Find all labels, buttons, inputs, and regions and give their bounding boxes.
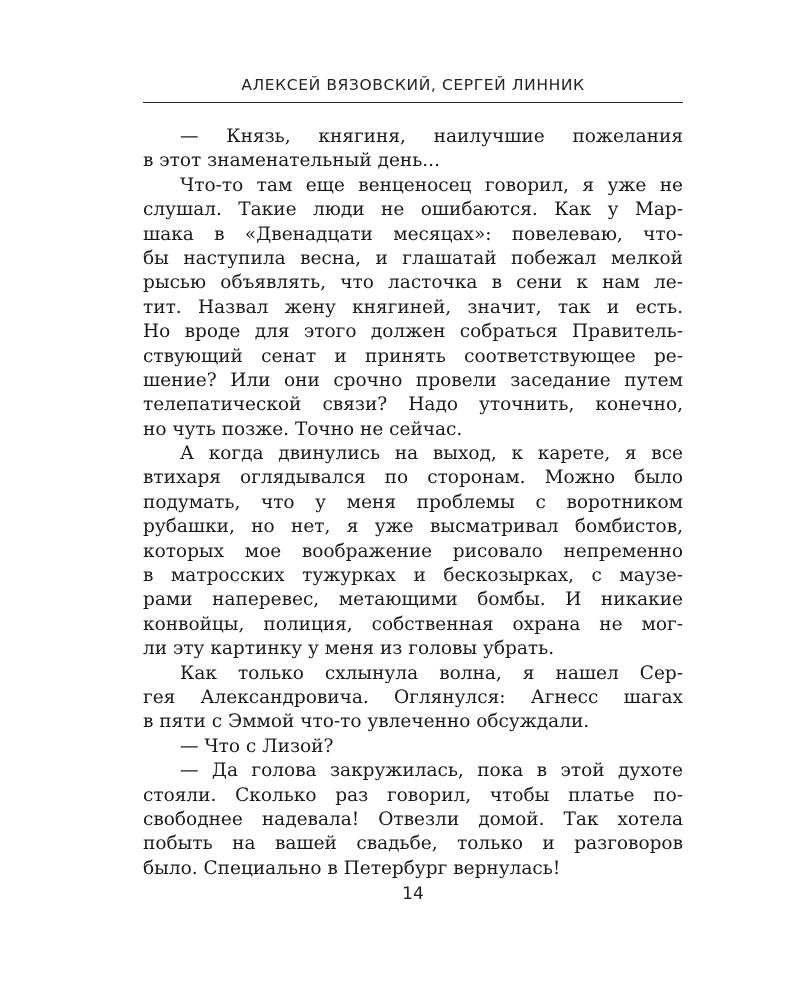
paragraph [143,759,683,881]
text-line: шение? Или они срочно провели заседание путем [143,369,683,391]
text-line: рысью объявлять, что ласточка в сени к нам ле- [143,272,683,294]
text-line: стояли. Сколько раз говорил, чтобы платье по- [143,784,683,806]
paragraph [143,125,683,174]
text-line: было. Специально в Петербург вернулась! [143,857,561,879]
text-line: в пяти с Эммой что-то увлеченно обсуждали. [143,711,590,733]
paragraph [143,735,683,759]
text-line: тит. Назвал жену княгиней, значит, так и есть. [143,296,683,318]
text-line: рами наперевес, метающими бомбы. И никакие [143,589,683,611]
text-line: конвойцы, полиция, собственная охрана не мог- [143,613,683,635]
text-line: втихаря оглядывался по сторонам. Можно было [143,467,683,489]
paragraph [143,662,683,735]
text-line: которых мое воображение рисовало непременно [143,540,683,562]
text-line: рубашки, но нет, я уже высматривал бомбистов, [143,516,683,538]
text-line: в этот знаменательный день... [143,150,440,172]
text-line: — Князь, княгиня, наилучшие пожелания [180,126,683,147]
running-head: АЛЕКСЕЙ ВЯЗОВСКИЙ, СЕРГЕЙ ЛИННИК [241,76,585,94]
body-text [143,125,683,881]
text-line: — Да голова закружилась, пока в этой духоте [180,760,683,782]
text-line: свободнее надевала! Отвезли домой. Так хотела [143,808,683,830]
text-line: слушал. Такие люди не ошибаются. Как у Мар- [143,199,683,221]
text-line: шака в «Двенадцати месяцах»: повелеваю, что- [143,223,683,245]
header-rule [143,102,683,103]
text-line: ствующий сенат и принять соответствующее ре- [143,345,683,367]
text-line: А когда двинулись на выход, к карете, я все [180,443,683,465]
text-line: Как только схлынула волна, я нашел Сер- [180,662,683,684]
text-line: побыть на вашей свадьбе, только и разговоров [143,833,683,855]
paragraph [143,174,683,442]
page-number: 14 [402,884,424,904]
text-line: Но вроде для этого должен собраться Правитель- [143,321,683,343]
text-line: — Что с Лизой? [180,735,334,757]
text-line: но чуть позже. Точно не сейчас. [143,418,463,440]
text-line: ли эту картинку у меня из головы убрать. [143,638,555,660]
paragraph [143,442,683,662]
text-line: гея Александровича. Оглянулся: Агнесс шагах [143,686,683,708]
text-line: бы наступила весна, и глашатай побежал мелкой [143,247,683,269]
text-line: Что-то там еще венценосец говорил, я уже не [180,174,683,196]
text-line: подумать, что у меня проблемы с воротником [143,491,683,513]
text-line: в матросских тужурках и бескозырках, с маузе- [143,565,683,587]
text-line: телепатической связи? Надо уточнить, конечно, [143,394,683,416]
